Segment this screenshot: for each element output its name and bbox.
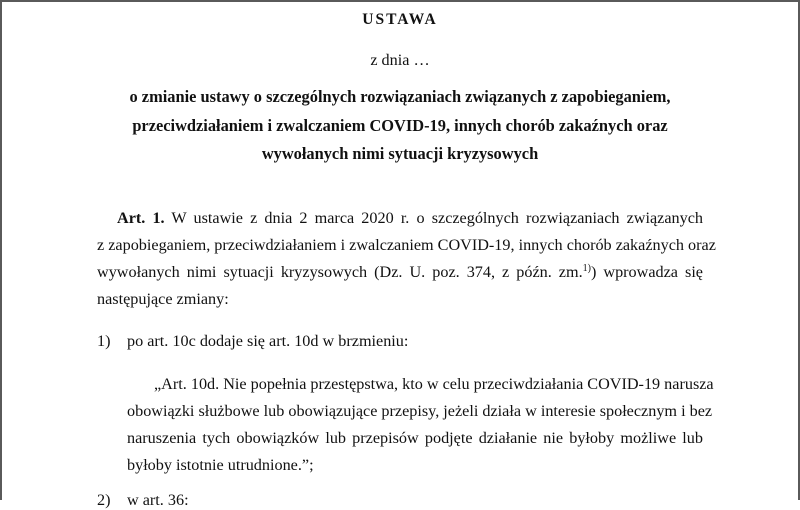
article-1-line-3-text: wywołanych nimi sytuacji kryzysowych (Dz. U. poz. 374, z późn. zm. (97, 263, 583, 281)
point-1-number: 1) (97, 332, 111, 350)
title-line-3: wywołanych nimi sytuacji kryzysowych (261, 144, 539, 163)
quote-line-4: byłoby istotnie utrudnione.”; (127, 456, 314, 474)
quote-line-2: obowiązki służbowe lub obowiązujące przepisy, jeżeli działa w interesie społecznym i bez (127, 402, 713, 420)
article-1-label: Art. 1. (117, 209, 165, 227)
point-2-number: 2) (97, 491, 111, 509)
point-1 (97, 331, 408, 351)
quote-line-1: „Art. 10d. Nie popełnia przestępstwa, kto w celu przeciwdziałania COVID-19 narusza (154, 375, 714, 393)
quote-line-3: naruszenia tych obowiązków lub przepisów podjęte działanie nie byłoby możliwe lub (127, 429, 703, 447)
footnote-ref[interactable]: 1) (582, 263, 591, 274)
point-2 (97, 490, 189, 510)
title-line-2: przeciwdziałaniem i zwalczaniem COVID-19, innych chorób zakaźnych oraz (132, 116, 668, 135)
article-1-line-4: następujące zmiany: (97, 290, 229, 308)
date-line: z dnia … (370, 51, 430, 69)
article-1-line-1 (117, 208, 703, 228)
article-1-text-start: W ustawie z dnia 2 marca 2020 r. o szczególnych rozwiązaniach związanych (164, 209, 704, 227)
article-1-line-2: z zapobieganiem, przeciwdziałaniem i zwalczaniem COVID-19, innych chorób zakaźnych oraz (97, 236, 716, 254)
document-heading: USTAWA (362, 11, 438, 28)
article-1-line-3 (97, 262, 703, 282)
point-2-text: w art. 36: (127, 491, 189, 509)
title-line-1: o zmianie ustawy o szczególnych rozwiązaniach związanych z zapobieganiem, (129, 87, 671, 106)
point-1-text: po art. 10c dodaje się art. 10d w brzmieniu: (127, 332, 409, 350)
article-1-line-3-end: ) wprowadza się (590, 263, 703, 281)
